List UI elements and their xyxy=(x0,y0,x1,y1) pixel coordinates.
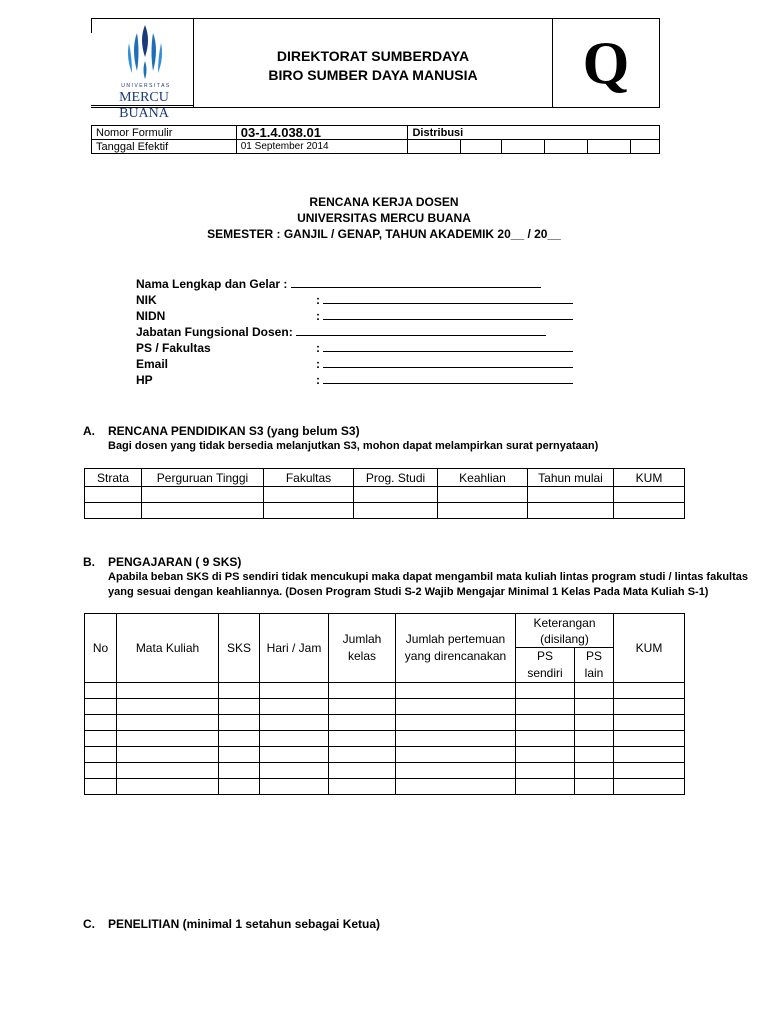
col-strata: Strata xyxy=(85,469,142,487)
table-row xyxy=(85,503,685,519)
section-b-note-line2: yang sesuai dengan keahliannya. (Dosen Program Studi S-2 Wajib Mengajar Minimal 1 Kelas Pada Mata Kuliah S-1) xyxy=(108,586,709,598)
distribusi-cell xyxy=(461,140,502,154)
col-ps-sendiri: PS sendiri xyxy=(516,648,575,683)
table-row xyxy=(85,699,685,715)
nama-input-line[interactable] xyxy=(291,277,541,288)
nomor-formulir-value: 03-1.4.038.01 xyxy=(236,126,408,140)
doc-title-line2: UNIVERSITAS MERCU BUANA xyxy=(297,211,471,225)
section-b-letter: B. xyxy=(83,555,95,569)
col-tahun-mulai: Tahun mulai xyxy=(528,469,614,487)
distribusi-label: Distribusi xyxy=(408,126,660,140)
col-fakultas: Fakultas xyxy=(264,469,354,487)
section-c-letter: C. xyxy=(83,917,95,931)
nik-label: NIK xyxy=(136,293,157,307)
nama-label: Nama Lengkap dan Gelar : xyxy=(136,277,288,291)
hp-label: HP xyxy=(136,373,153,387)
header-title-line1: DIREKTORAT SUMBERDAYA xyxy=(276,48,470,64)
table-row xyxy=(85,731,685,747)
logo-university-label: UNIVERSITAS xyxy=(121,83,171,89)
section-a-note: Bagi dosen yang tidak bersedia melanjutkan S3, mohon dapat melampirkan surat pernyataan) xyxy=(108,440,599,452)
doc-title-line1: RENCANA KERJA DOSEN xyxy=(309,195,459,209)
document-header xyxy=(91,18,660,121)
jabatan-label: Jabatan Fungsional Dosen: xyxy=(136,325,293,339)
ps-fakultas-label: PS / Fakultas xyxy=(136,341,211,355)
ps-fakultas-input-line[interactable] xyxy=(323,341,573,352)
tanggal-efektif-value: 01 September 2014 xyxy=(236,140,408,154)
nomor-formulir-label: Nomor Formulir xyxy=(92,126,237,140)
header-title-line2: BIRO SUMBER DAYA MANUSIA xyxy=(268,67,478,83)
nik-input-line[interactable] xyxy=(323,293,573,304)
hp-input-line[interactable] xyxy=(323,373,573,384)
section-a-title: RENCANA PENDIDIKAN S3 (yang belum S3) xyxy=(108,424,360,438)
teaching-plan-table xyxy=(84,613,685,795)
distribusi-cell xyxy=(631,140,660,154)
identity-fields: Nama Lengkap dan Gelar : NIK : NIDN : Jabatan Fungsional Dosen: PS / Fakultas : Email : HP : xyxy=(136,276,596,388)
col-perguruan-tinggi: Perguruan Tinggi xyxy=(142,469,264,487)
section-b-title: PENGAJARAN ( 9 SKS) xyxy=(108,555,242,569)
email-input-line[interactable] xyxy=(323,357,573,368)
section-b-note-line1: Apabila beban SKS di PS sendiri tidak mencukupi maka dapat mengambil mata kuliah lintas program studi / lintas fakultas xyxy=(108,571,748,583)
form-info-table xyxy=(91,125,660,154)
form-code-letter: Q xyxy=(582,30,630,96)
university-logo-icon xyxy=(115,23,175,83)
distribusi-cell xyxy=(588,140,631,154)
logo-name: MERCU BUANA xyxy=(119,90,169,121)
col-jumlah-kelas: Jumlah kelas xyxy=(329,614,396,683)
distribusi-cell xyxy=(408,140,461,154)
table-row xyxy=(85,715,685,731)
col-no: No xyxy=(85,614,117,683)
distribusi-cell xyxy=(545,140,588,154)
col-prog-studi: Prog. Studi xyxy=(354,469,438,487)
col-keahlian: Keahlian xyxy=(438,469,528,487)
table-row xyxy=(85,779,685,795)
table-row xyxy=(85,747,685,763)
email-label: Email xyxy=(136,357,169,371)
nidn-input-line[interactable] xyxy=(323,309,573,320)
doc-title-line3: SEMESTER : GANJIL / GENAP, TAHUN AKADEMIK 20__ / 20__ xyxy=(207,227,561,241)
col-jumlah-pertemuan: Jumlah pertemuan yang direncanakan xyxy=(396,614,516,683)
col-sks: SKS xyxy=(219,614,260,683)
col-ps-lain: PS lain xyxy=(575,648,614,683)
table-row xyxy=(85,487,685,503)
col-kum: KUM xyxy=(614,614,685,683)
jabatan-input-line[interactable] xyxy=(296,325,546,336)
section-c-title: PENELITIAN (minimal 1 setahun sebagai Ketua) xyxy=(108,917,381,931)
nidn-label: NIDN xyxy=(136,309,166,323)
table-row xyxy=(85,683,685,699)
col-hari-jam: Hari / Jam xyxy=(260,614,329,683)
section-a-letter: A. xyxy=(83,424,95,438)
tanggal-efektif-label: Tanggal Efektif xyxy=(92,140,237,154)
education-plan-table xyxy=(84,468,685,519)
col-kum: KUM xyxy=(614,469,685,487)
table-row xyxy=(85,763,685,779)
distribusi-cell xyxy=(502,140,545,154)
col-keterangan: Keterangan (disilang) xyxy=(516,614,614,648)
col-mata-kuliah: Mata Kuliah xyxy=(117,614,219,683)
